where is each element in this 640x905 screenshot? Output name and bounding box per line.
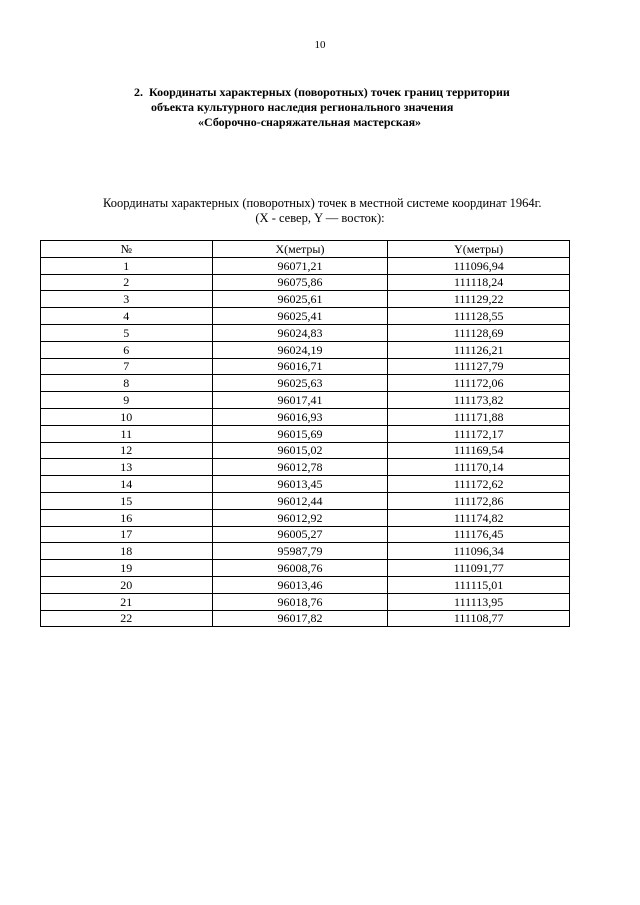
cell-x: 96025,61 [212, 291, 388, 308]
cell-x: 96012,44 [212, 492, 388, 509]
table-row [41, 543, 570, 560]
cell-x: 96015,69 [212, 425, 388, 442]
caption-line-2: (X - север, Y — восток): [255, 211, 385, 225]
table-row [41, 341, 570, 358]
cell-x: 96025,63 [212, 375, 388, 392]
cell-x: 95987,79 [212, 543, 388, 560]
table-row [41, 425, 570, 442]
cell-number: 4 [41, 308, 213, 325]
caption-line-1: Координаты характерных (поворотных) точек в местной системе координат 1964г. [103, 196, 542, 210]
cell-y: 111113,95 [388, 593, 570, 610]
table-row [41, 274, 570, 291]
cell-y: 111173,82 [388, 392, 570, 409]
cell-number: 9 [41, 392, 213, 409]
cell-number: 14 [41, 476, 213, 493]
cell-y: 111172,86 [388, 492, 570, 509]
cell-x: 96016,71 [212, 358, 388, 375]
cell-y: 111128,69 [388, 324, 570, 341]
cell-number: 16 [41, 509, 213, 526]
table-row [41, 459, 570, 476]
cell-x: 96012,78 [212, 459, 388, 476]
cell-number: 7 [41, 358, 213, 375]
cell-number: 6 [41, 341, 213, 358]
section-title-line-2: объекта культурного наследия регионального значения [151, 100, 454, 114]
cell-x: 96016,93 [212, 408, 388, 425]
cell-number: 21 [41, 593, 213, 610]
cell-y: 111127,79 [388, 358, 570, 375]
table-row [41, 509, 570, 526]
cell-number: 2 [41, 274, 213, 291]
table-body [41, 257, 570, 627]
table-row [41, 576, 570, 593]
cell-x: 96013,45 [212, 476, 388, 493]
cell-x: 96005,27 [212, 526, 388, 543]
table-row [41, 442, 570, 459]
cell-x: 96024,19 [212, 341, 388, 358]
cell-y: 111108,77 [388, 610, 570, 627]
cell-y: 111170,14 [388, 459, 570, 476]
cell-number: 5 [41, 324, 213, 341]
table-row [41, 492, 570, 509]
cell-y: 111096,94 [388, 257, 570, 274]
cell-x: 96012,92 [212, 509, 388, 526]
table-row [41, 408, 570, 425]
table-row [41, 308, 570, 325]
cell-number: 3 [41, 291, 213, 308]
header-number: № [41, 241, 213, 258]
cell-y: 111169,54 [388, 442, 570, 459]
cell-y: 111171,88 [388, 408, 570, 425]
cell-x: 96017,82 [212, 610, 388, 627]
cell-number: 10 [41, 408, 213, 425]
header-x: X(метры) [212, 241, 388, 258]
page-number: 10 [314, 39, 326, 51]
coordinates-table [40, 240, 570, 627]
cell-x: 96013,46 [212, 576, 388, 593]
cell-x: 96071,21 [212, 257, 388, 274]
table-row [41, 593, 570, 610]
cell-y: 111174,82 [388, 509, 570, 526]
cell-x: 96075,86 [212, 274, 388, 291]
table-row [41, 560, 570, 577]
table-row [41, 375, 570, 392]
cell-number: 13 [41, 459, 213, 476]
cell-x: 96015,02 [212, 442, 388, 459]
cell-y: 111129,22 [388, 291, 570, 308]
cell-number: 12 [41, 442, 213, 459]
cell-y: 111172,06 [388, 375, 570, 392]
cell-x: 96018,76 [212, 593, 388, 610]
cell-x: 96017,41 [212, 392, 388, 409]
cell-y: 111115,01 [388, 576, 570, 593]
cell-y: 111172,62 [388, 476, 570, 493]
table-row [41, 526, 570, 543]
cell-number: 11 [41, 425, 213, 442]
cell-number: 1 [41, 257, 213, 274]
section-title-text-1: Координаты характерных (поворотных) точек границ территории [149, 85, 510, 99]
table-row [41, 358, 570, 375]
cell-y: 111128,55 [388, 308, 570, 325]
cell-number: 19 [41, 560, 213, 577]
table-header-row [41, 241, 570, 258]
cell-number: 22 [41, 610, 213, 627]
cell-y: 111172,17 [388, 425, 570, 442]
cell-x: 96025,41 [212, 308, 388, 325]
table-row [41, 610, 570, 627]
cell-x: 96008,76 [212, 560, 388, 577]
cell-y: 111126,21 [388, 341, 570, 358]
table-row [41, 392, 570, 409]
header-y: Y(метры) [388, 241, 570, 258]
section-number: 2. [134, 85, 143, 99]
cell-number: 18 [41, 543, 213, 560]
cell-number: 15 [41, 492, 213, 509]
cell-number: 20 [41, 576, 213, 593]
cell-number: 8 [41, 375, 213, 392]
table-row [41, 257, 570, 274]
cell-y: 111091,77 [388, 560, 570, 577]
table-row [41, 291, 570, 308]
cell-y: 111176,45 [388, 526, 570, 543]
section-title-line-3: «Сборочно-снаряжательная мастерская» [198, 115, 422, 129]
cell-x: 96024,83 [212, 324, 388, 341]
cell-y: 111096,34 [388, 543, 570, 560]
table-row [41, 476, 570, 493]
cell-number: 17 [41, 526, 213, 543]
section-title-line-1 [134, 85, 510, 100]
table-row [41, 324, 570, 341]
cell-y: 111118,24 [388, 274, 570, 291]
